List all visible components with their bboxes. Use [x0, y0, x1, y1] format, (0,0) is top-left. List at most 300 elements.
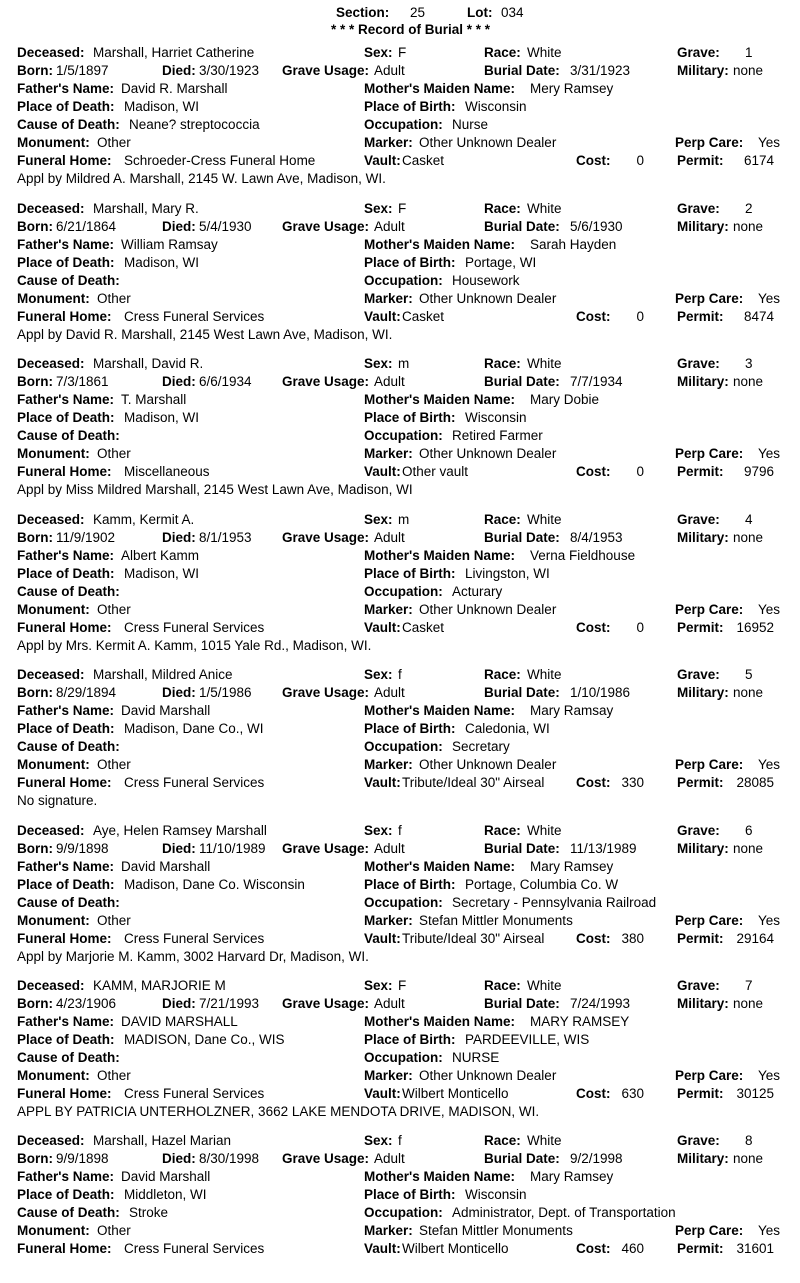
monument-label: Monument:: [17, 1068, 90, 1083]
funeral-home-value: Cress Funeral Services: [124, 309, 265, 324]
father-name: Albert Kamm: [121, 548, 200, 563]
permit-number: 16952: [736, 620, 774, 635]
sex-value: F: [398, 978, 407, 993]
military-label: Military:: [677, 996, 729, 1011]
burial-record: [0, 356, 800, 506]
grave-number: 8: [745, 1133, 753, 1148]
permit-number: 28085: [736, 775, 774, 790]
monument-value: Other: [97, 913, 131, 928]
vault-value: Other vault: [402, 464, 469, 479]
deceased-name: Kamm, Kermit A.: [93, 512, 195, 527]
grave-number: 6: [745, 823, 753, 838]
cause-of-death-label: Cause of Death:: [17, 428, 120, 443]
deceased-label: Deceased:: [17, 978, 85, 993]
died-date: 1/5/1986: [199, 685, 252, 700]
funeral-home-label: Funeral Home:: [17, 620, 112, 635]
military-label: Military:: [677, 63, 729, 78]
place-of-birth-value: Portage, WI: [465, 255, 537, 270]
burial-date-value: 1/10/1986: [570, 685, 631, 700]
father-name: David Marshall: [121, 1169, 211, 1184]
monument-value: Other: [97, 1223, 131, 1238]
place-of-death-label: Place of Death:: [17, 566, 115, 581]
place-of-birth-label: Place of Birth:: [364, 721, 456, 736]
race-label: Race:: [484, 45, 521, 60]
deceased-label: Deceased:: [17, 667, 85, 682]
military-label: Military:: [677, 841, 729, 856]
born-label: Born:: [17, 685, 53, 700]
section-value: 25: [410, 5, 426, 20]
military-value: none: [733, 530, 764, 545]
perp-care-label: Perp Care:: [675, 135, 744, 150]
born-label: Born:: [17, 219, 53, 234]
born-label: Born:: [17, 1151, 53, 1166]
monument-label: Monument:: [17, 291, 90, 306]
born-label: Born:: [17, 530, 53, 545]
marker-value: Stefan Mittler Monuments: [419, 1223, 573, 1238]
race-value: White: [527, 978, 562, 993]
monument-value: Other: [97, 135, 131, 150]
sex-label: Sex:: [364, 667, 393, 682]
died-date: 8/30/1998: [199, 1151, 260, 1166]
father-name: T. Marshall: [121, 392, 187, 407]
cost-label: Cost:: [576, 153, 611, 168]
funeral-home-value: Cress Funeral Services: [124, 1086, 265, 1101]
marker-value: Other Unknown Dealer: [419, 602, 557, 617]
mother-maiden-name: Mary Ramsay: [530, 703, 614, 718]
cost-value: 330: [621, 775, 644, 790]
father-label: Father's Name:: [17, 1014, 114, 1029]
place-of-death-label: Place of Death:: [17, 99, 115, 114]
cause-of-death-label: Cause of Death:: [17, 273, 120, 288]
grave-number: 4: [745, 512, 753, 527]
monument-label: Monument:: [17, 602, 90, 617]
marker-value: Other Unknown Dealer: [419, 135, 557, 150]
perp-care-label: Perp Care:: [675, 757, 744, 772]
lot-value: 034: [501, 5, 524, 20]
application-note: APPL BY PATRICIA UNTERHOLZNER, 3662 LAKE MENDOTA DRIVE, MADISON, WI.: [17, 1104, 540, 1119]
vault-label: Vault:: [364, 931, 401, 946]
race-value: White: [527, 823, 562, 838]
military-value: none: [733, 219, 764, 234]
grave-usage-value: Adult: [374, 63, 405, 78]
grave-label: Grave:: [677, 356, 720, 371]
occupation-value: Acturary: [452, 584, 503, 599]
place-of-death-value: MADISON, Dane Co., WIS: [124, 1032, 285, 1047]
military-value: none: [733, 996, 764, 1011]
vault-value: Tribute/Ideal 30" Airseal: [402, 775, 545, 790]
grave-usage-value: Adult: [374, 841, 405, 856]
military-label: Military:: [677, 374, 729, 389]
military-label: Military:: [677, 530, 729, 545]
cause-of-death-label: Cause of Death:: [17, 584, 120, 599]
burial-date-value: 9/2/1998: [570, 1151, 623, 1166]
place-of-birth-label: Place of Birth:: [364, 1032, 456, 1047]
occupation-label: Occupation:: [364, 584, 443, 599]
place-of-birth-value: Caledonia, WI: [465, 721, 550, 736]
cause-of-death-label: Cause of Death:: [17, 117, 120, 132]
place-of-death-value: Madison, Dane Co. Wisconsin: [124, 877, 305, 892]
vault-label: Vault:: [364, 1241, 401, 1256]
place-of-death-label: Place of Death:: [17, 410, 115, 425]
perp-care-value: Yes: [758, 1223, 781, 1238]
burial-date-value: 5/6/1930: [570, 219, 623, 234]
burial-record: [0, 45, 800, 195]
born-date: 11/9/1902: [56, 530, 116, 545]
deceased-label: Deceased:: [17, 1133, 85, 1148]
permit-label: Permit:: [677, 464, 724, 479]
deceased-label: Deceased:: [17, 823, 85, 838]
monument-value: Other: [97, 1068, 131, 1083]
funeral-home-value: Schroeder-Cress Funeral Home: [124, 153, 316, 168]
permit-number: 9796: [743, 464, 774, 479]
perp-care-label: Perp Care:: [675, 913, 744, 928]
burial-date-value: 7/24/1993: [570, 996, 631, 1011]
monument-label: Monument:: [17, 135, 90, 150]
cost-label: Cost:: [576, 1241, 611, 1256]
permit-label: Permit:: [677, 620, 724, 635]
race-label: Race:: [484, 1133, 521, 1148]
place-of-birth-label: Place of Birth:: [364, 877, 456, 892]
mother-label: Mother's Maiden Name:: [364, 237, 515, 252]
funeral-home-value: Miscellaneous: [124, 464, 210, 479]
sex-value: f: [398, 1133, 402, 1148]
place-of-birth-value: Wisconsin: [465, 410, 527, 425]
sex-label: Sex:: [364, 1133, 393, 1148]
grave-number: 7: [745, 978, 753, 993]
occupation-value: Administrator, Dept. of Transportation: [452, 1205, 676, 1220]
father-label: Father's Name:: [17, 81, 114, 96]
marker-value: Other Unknown Dealer: [419, 291, 557, 306]
sex-value: m: [398, 512, 410, 527]
sex-value: m: [398, 356, 410, 371]
grave-usage-label: Grave Usage:: [282, 374, 370, 389]
perp-care-value: Yes: [758, 135, 781, 150]
military-value: none: [733, 63, 764, 78]
mother-label: Mother's Maiden Name:: [364, 1169, 515, 1184]
marker-label: Marker:: [364, 291, 413, 306]
monument-value: Other: [97, 757, 131, 772]
place-of-birth-value: Livingston, WI: [465, 566, 550, 581]
burial-date-label: Burial Date:: [484, 530, 560, 545]
born-label: Born:: [17, 374, 53, 389]
burial-date-label: Burial Date:: [484, 841, 560, 856]
born-date: 4/23/1906: [56, 996, 117, 1011]
perp-care-value: Yes: [758, 1068, 781, 1083]
vault-value: Casket: [402, 153, 445, 168]
father-name: David Marshall: [121, 703, 211, 718]
place-of-death-value: Middleton, WI: [124, 1187, 207, 1202]
burial-date-label: Burial Date:: [484, 219, 560, 234]
sex-value: F: [398, 201, 407, 216]
died-date: 3/30/1923: [199, 63, 260, 78]
record-title: * * * Record of Burial * * *: [331, 22, 491, 37]
burial-record: [0, 512, 800, 662]
died-label: Died:: [162, 685, 196, 700]
military-label: Military:: [677, 685, 729, 700]
monument-label: Monument:: [17, 913, 90, 928]
grave-usage-label: Grave Usage:: [282, 63, 370, 78]
record-header: [0, 3, 800, 39]
grave-usage-label: Grave Usage:: [282, 219, 370, 234]
funeral-home-value: Cress Funeral Services: [124, 620, 265, 635]
mother-label: Mother's Maiden Name:: [364, 392, 515, 407]
grave-usage-value: Adult: [374, 219, 405, 234]
perp-care-label: Perp Care:: [675, 291, 744, 306]
mother-maiden-name: Mery Ramsey: [530, 81, 614, 96]
cause-of-death-label: Cause of Death:: [17, 895, 120, 910]
mother-label: Mother's Maiden Name:: [364, 859, 515, 874]
sex-label: Sex:: [364, 512, 393, 527]
marker-label: Marker:: [364, 913, 413, 928]
military-label: Military:: [677, 219, 729, 234]
permit-label: Permit:: [677, 1086, 724, 1101]
grave-usage-label: Grave Usage:: [282, 841, 370, 856]
vault-value: Wilbert Monticello: [402, 1086, 509, 1101]
died-label: Died:: [162, 63, 196, 78]
race-value: White: [527, 667, 562, 682]
died-date: 6/6/1934: [199, 374, 252, 389]
burial-record: [0, 978, 800, 1128]
race-label: Race:: [484, 978, 521, 993]
military-label: Military:: [677, 1151, 729, 1166]
military-value: none: [733, 1151, 764, 1166]
died-date: 8/1/1953: [199, 530, 252, 545]
application-note: Appl by Mildred A. Marshall, 2145 W. Lawn Ave, Madison, WI.: [17, 171, 386, 186]
burial-record: [0, 201, 800, 351]
occupation-value: Secretary - Pennsylvania Railroad: [452, 895, 657, 910]
born-date: 9/9/1898: [56, 1151, 109, 1166]
marker-value: Other Unknown Dealer: [419, 1068, 557, 1083]
place-of-death-value: Madison, WI: [124, 99, 200, 114]
grave-usage-value: Adult: [374, 530, 405, 545]
cost-value: 0: [636, 309, 644, 324]
sex-label: Sex:: [364, 201, 393, 216]
father-name: David Marshall: [121, 859, 211, 874]
place-of-death-label: Place of Death:: [17, 877, 115, 892]
race-label: Race:: [484, 356, 521, 371]
deceased-name: Marshall, Harriet Catherine: [93, 45, 255, 60]
race-label: Race:: [484, 512, 521, 527]
cost-label: Cost:: [576, 309, 611, 324]
funeral-home-label: Funeral Home:: [17, 309, 112, 324]
mother-maiden-name: Mary Ramsey: [530, 859, 614, 874]
occupation-value: NURSE: [452, 1050, 500, 1065]
mother-label: Mother's Maiden Name:: [364, 548, 515, 563]
vault-value: Casket: [402, 620, 445, 635]
permit-number: 6174: [743, 153, 774, 168]
grave-number: 5: [745, 667, 753, 682]
cause-of-death-label: Cause of Death:: [17, 1205, 120, 1220]
mother-maiden-name: Mary Ramsey: [530, 1169, 614, 1184]
monument-label: Monument:: [17, 446, 90, 461]
burial-record: [0, 823, 800, 973]
place-of-birth-label: Place of Birth:: [364, 566, 456, 581]
mother-maiden-name: MARY RAMSEY: [530, 1014, 630, 1029]
grave-usage-label: Grave Usage:: [282, 530, 370, 545]
burial-date-label: Burial Date:: [484, 63, 560, 78]
father-name: DAVID MARSHALL: [121, 1014, 238, 1029]
grave-label: Grave:: [677, 512, 720, 527]
perp-care-value: Yes: [758, 602, 781, 617]
burial-date-value: 7/7/1934: [570, 374, 623, 389]
cost-label: Cost:: [576, 1086, 611, 1101]
deceased-name: Marshall, David R.: [93, 356, 204, 371]
marker-label: Marker:: [364, 135, 413, 150]
race-value: White: [527, 201, 562, 216]
section-label: Section:: [336, 5, 390, 20]
permit-number: 29164: [736, 931, 774, 946]
deceased-name: KAMM, MARJORIE M: [93, 978, 226, 993]
father-label: Father's Name:: [17, 392, 114, 407]
permit-label: Permit:: [677, 931, 724, 946]
grave-number: 3: [745, 356, 753, 371]
military-value: none: [733, 374, 764, 389]
occupation-value: Nurse: [452, 117, 489, 132]
grave-usage-value: Adult: [374, 374, 405, 389]
perp-care-value: Yes: [758, 757, 781, 772]
vault-label: Vault:: [364, 620, 401, 635]
application-note: No signature.: [17, 793, 98, 808]
cost-label: Cost:: [576, 464, 611, 479]
place-of-birth-label: Place of Birth:: [364, 99, 456, 114]
cost-value: 380: [621, 931, 644, 946]
marker-label: Marker:: [364, 1223, 413, 1238]
place-of-birth-value: Wisconsin: [465, 99, 527, 114]
born-date: 8/29/1894: [56, 685, 117, 700]
cost-label: Cost:: [576, 931, 611, 946]
father-label: Father's Name:: [17, 1169, 114, 1184]
permit-label: Permit:: [677, 309, 724, 324]
funeral-home-value: Cress Funeral Services: [124, 1241, 265, 1256]
vault-label: Vault:: [364, 309, 401, 324]
born-date: 7/3/1861: [56, 374, 109, 389]
mother-label: Mother's Maiden Name:: [364, 703, 515, 718]
place-of-death-value: Madison, WI: [124, 255, 200, 270]
deceased-label: Deceased:: [17, 201, 85, 216]
sex-value: F: [398, 45, 407, 60]
grave-number: 1: [745, 45, 753, 60]
place-of-birth-label: Place of Birth:: [364, 410, 456, 425]
grave-label: Grave:: [677, 201, 720, 216]
place-of-birth-value: Portage, Columbia Co. W: [465, 877, 619, 892]
cost-value: 0: [636, 153, 644, 168]
place-of-death-value: Madison, WI: [124, 566, 200, 581]
father-label: Father's Name:: [17, 703, 114, 718]
sex-label: Sex:: [364, 356, 393, 371]
died-label: Died:: [162, 530, 196, 545]
burial-date-label: Burial Date:: [484, 996, 560, 1011]
mother-label: Mother's Maiden Name:: [364, 1014, 515, 1029]
marker-label: Marker:: [364, 757, 413, 772]
born-date: 6/21/1864: [56, 219, 117, 234]
grave-label: Grave:: [677, 978, 720, 993]
grave-usage-label: Grave Usage:: [282, 685, 370, 700]
monument-value: Other: [97, 446, 131, 461]
race-value: White: [527, 512, 562, 527]
died-label: Died:: [162, 219, 196, 234]
mother-maiden-name: Verna Fieldhouse: [530, 548, 636, 563]
place-of-death-value: Madison, Dane Co., WI: [124, 721, 264, 736]
died-label: Died:: [162, 841, 196, 856]
military-value: none: [733, 841, 764, 856]
grave-usage-label: Grave Usage:: [282, 996, 370, 1011]
deceased-name: Marshall, Mary R.: [93, 201, 199, 216]
monument-value: Other: [97, 602, 131, 617]
race-value: White: [527, 1133, 562, 1148]
vault-value: Wilbert Monticello: [402, 1241, 509, 1256]
perp-care-label: Perp Care:: [675, 1068, 744, 1083]
grave-usage-value: Adult: [374, 685, 405, 700]
perp-care-value: Yes: [758, 913, 781, 928]
perp-care-value: Yes: [758, 291, 781, 306]
died-label: Died:: [162, 374, 196, 389]
funeral-home-label: Funeral Home:: [17, 153, 112, 168]
died-date: 7/21/1993: [199, 996, 260, 1011]
permit-number: 8474: [743, 309, 774, 324]
deceased-label: Deceased:: [17, 45, 85, 60]
burial-date-label: Burial Date:: [484, 1151, 560, 1166]
burial-date-value: 3/31/1923: [570, 63, 631, 78]
father-label: Father's Name:: [17, 859, 114, 874]
permit-label: Permit:: [677, 775, 724, 790]
military-value: none: [733, 685, 764, 700]
perp-care-label: Perp Care:: [675, 1223, 744, 1238]
occupation-label: Occupation:: [364, 273, 443, 288]
father-name: David R. Marshall: [121, 81, 228, 96]
cost-value: 0: [636, 464, 644, 479]
marker-value: Other Unknown Dealer: [419, 757, 557, 772]
funeral-home-value: Cress Funeral Services: [124, 775, 265, 790]
burial-date-value: 8/4/1953: [570, 530, 623, 545]
father-label: Father's Name:: [17, 548, 114, 563]
cost-value: 0: [636, 620, 644, 635]
vault-label: Vault:: [364, 153, 401, 168]
permit-label: Permit:: [677, 153, 724, 168]
cost-value: 630: [621, 1086, 644, 1101]
deceased-label: Deceased:: [17, 512, 85, 527]
father-label: Father's Name:: [17, 237, 114, 252]
burial-date-value: 11/13/1989: [570, 841, 637, 856]
mother-maiden-name: Sarah Hayden: [530, 237, 617, 252]
grave-label: Grave:: [677, 1133, 720, 1148]
father-name: William Ramsay: [121, 237, 218, 252]
marker-label: Marker:: [364, 602, 413, 617]
vault-value: Casket: [402, 309, 445, 324]
monument-label: Monument:: [17, 757, 90, 772]
burial-record: [0, 667, 800, 817]
place-of-birth-label: Place of Birth:: [364, 1187, 456, 1202]
grave-usage-value: Adult: [374, 1151, 405, 1166]
vault-label: Vault:: [364, 464, 401, 479]
place-of-birth-label: Place of Birth:: [364, 255, 456, 270]
occupation-label: Occupation:: [364, 1050, 443, 1065]
born-date: 1/5/1897: [56, 63, 109, 78]
sex-label: Sex:: [364, 45, 393, 60]
place-of-death-label: Place of Death:: [17, 1187, 115, 1202]
born-date: 9/9/1898: [56, 841, 109, 856]
place-of-birth-value: Wisconsin: [465, 1187, 527, 1202]
grave-label: Grave:: [677, 823, 720, 838]
mother-label: Mother's Maiden Name:: [364, 81, 515, 96]
permit-number: 30125: [736, 1086, 774, 1101]
grave-label: Grave:: [677, 45, 720, 60]
sex-value: f: [398, 823, 402, 838]
vault-value: Tribute/Ideal 30" Airseal: [402, 931, 545, 946]
vault-label: Vault:: [364, 1086, 401, 1101]
race-label: Race:: [484, 667, 521, 682]
deceased-label: Deceased:: [17, 356, 85, 371]
lot-label: Lot:: [467, 5, 493, 20]
